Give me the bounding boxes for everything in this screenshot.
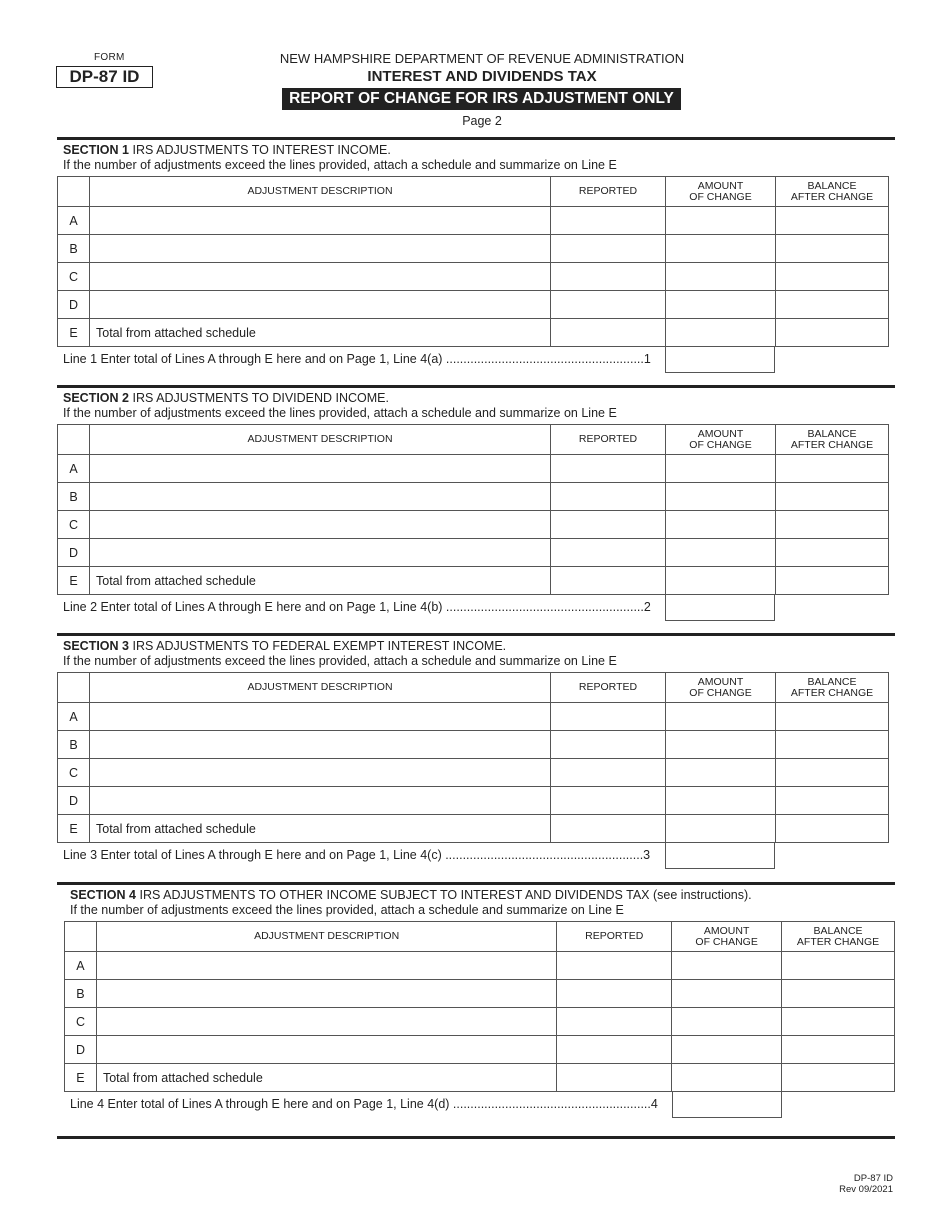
balance-header-line1: BALANCE <box>807 179 857 192</box>
reported-field[interactable] <box>551 539 666 567</box>
amount-change-field[interactable] <box>672 1064 782 1092</box>
adjustment-table <box>57 424 889 595</box>
balance-field[interactable] <box>782 1064 895 1092</box>
table-row <box>58 319 889 347</box>
table-row <box>58 235 889 263</box>
total-line <box>57 346 888 374</box>
amount-change-field[interactable] <box>666 511 776 539</box>
description-field[interactable] <box>90 511 551 539</box>
balance-field[interactable] <box>776 703 889 731</box>
total-amount-field[interactable] <box>665 594 775 621</box>
section-label: SECTION 2 <box>63 391 129 405</box>
footer-form-id: DP-87 ID <box>853 1173 893 1184</box>
balance-header-line2: AFTER CHANGE <box>790 438 874 451</box>
amount-change-field[interactable] <box>666 815 776 843</box>
total-line-text: Line 3 Enter total of Lines A through E here and on Page 1, Line 4(c) .........................................................3 <box>63 848 651 862</box>
balance-header-line1: BALANCE <box>807 427 857 440</box>
balance-header <box>776 177 889 207</box>
description-header: ADJUSTMENT DESCRIPTION <box>90 425 551 455</box>
reported-field[interactable] <box>557 1036 672 1064</box>
description-field[interactable] <box>90 539 551 567</box>
amount-change-field[interactable] <box>666 731 776 759</box>
reported-field[interactable] <box>551 235 666 263</box>
description-field[interactable]: Total from attached schedule <box>96 1064 556 1092</box>
section-rule <box>57 137 895 140</box>
table-row <box>65 1064 895 1092</box>
section-label: SECTION 1 <box>63 143 129 157</box>
table-row <box>65 952 895 980</box>
table-row <box>58 263 889 291</box>
description-field[interactable]: Total from attached schedule <box>90 567 551 595</box>
row-letter: A <box>65 952 97 980</box>
amount-change-header <box>672 922 782 952</box>
balance-header-line2: AFTER CHANGE <box>790 686 874 699</box>
table-row <box>65 980 895 1008</box>
table-row <box>58 815 889 843</box>
table-row <box>65 1008 895 1036</box>
letter-header <box>58 673 90 703</box>
balance-field[interactable] <box>776 787 889 815</box>
amount-change-header <box>666 425 776 455</box>
balance-field[interactable] <box>776 731 889 759</box>
balance-field[interactable] <box>776 759 889 787</box>
amount-header-line2: OF CHANGE <box>695 935 758 948</box>
total-line-text: Line 2 Enter total of Lines A through E here and on Page 1, Line 4(b) .........................................................2 <box>63 600 651 614</box>
total-amount-field[interactable] <box>672 1091 782 1118</box>
total-line-text: Line 4 Enter total of Lines A through E here and on Page 1, Line 4(d) .........................................................4 <box>70 1097 658 1111</box>
reported-field[interactable] <box>557 1064 672 1092</box>
reported-field[interactable] <box>557 1008 672 1036</box>
description-field[interactable] <box>90 263 551 291</box>
adjustment-table <box>57 672 889 843</box>
form-label: FORM <box>94 52 125 63</box>
table-row <box>58 759 889 787</box>
balance-header-line2: AFTER CHANGE <box>796 935 880 948</box>
description-field[interactable] <box>90 235 551 263</box>
row-letter: D <box>58 291 90 319</box>
section-title: IRS ADJUSTMENTS TO FEDERAL EXEMPT INTEREST INCOME. <box>132 639 507 653</box>
form-title: INTEREST AND DIVIDENDS TAX <box>367 68 597 85</box>
reported-field[interactable] <box>551 703 666 731</box>
amount-change-field[interactable] <box>666 319 776 347</box>
amount-change-header <box>666 177 776 207</box>
table-row <box>65 1036 895 1064</box>
table-row <box>58 455 889 483</box>
section-title: IRS ADJUSTMENTS TO OTHER INCOME SUBJECT TO INTEREST AND DIVIDENDS TAX (see instructions). <box>139 888 752 902</box>
adjustment-table <box>64 921 895 1092</box>
table-row <box>58 511 889 539</box>
amount-change-field[interactable] <box>672 1008 782 1036</box>
amount-header-line2: OF CHANGE <box>689 438 752 451</box>
section-title: IRS ADJUSTMENTS TO INTEREST INCOME. <box>132 143 391 157</box>
balance-header <box>782 922 895 952</box>
reported-field[interactable] <box>551 263 666 291</box>
balance-field[interactable] <box>776 567 889 595</box>
reported-field[interactable] <box>557 980 672 1008</box>
row-letter: B <box>58 235 90 263</box>
reported-field[interactable] <box>551 291 666 319</box>
total-line <box>57 594 888 622</box>
balance-header-line1: BALANCE <box>807 675 857 688</box>
reported-field[interactable] <box>551 787 666 815</box>
balance-header <box>776 673 889 703</box>
row-letter: E <box>58 815 90 843</box>
section-heading <box>63 143 617 173</box>
description-field[interactable] <box>90 291 551 319</box>
description-field[interactable] <box>96 1008 556 1036</box>
row-letter: A <box>58 455 90 483</box>
row-letter: A <box>58 703 90 731</box>
description-field[interactable] <box>90 759 551 787</box>
description-header: ADJUSTMENT DESCRIPTION <box>90 673 551 703</box>
amount-change-field[interactable] <box>672 952 782 980</box>
amount-change-field[interactable] <box>666 263 776 291</box>
reported-header: REPORTED <box>551 673 666 703</box>
balance-field[interactable] <box>776 235 889 263</box>
section-note: If the number of adjustments exceed the lines provided, attach a schedule and summarize on Line E <box>63 158 617 172</box>
reported-field[interactable] <box>551 759 666 787</box>
amount-change-header <box>666 673 776 703</box>
amount-change-field[interactable] <box>666 291 776 319</box>
form-id-box: DP-87 ID <box>56 66 153 88</box>
reported-field[interactable] <box>551 511 666 539</box>
balance-field[interactable] <box>776 291 889 319</box>
row-letter: A <box>58 207 90 235</box>
letter-header <box>65 922 97 952</box>
amount-change-field[interactable] <box>666 207 776 235</box>
section-note: If the number of adjustments exceed the lines provided, attach a schedule and summarize on Line E <box>63 654 617 668</box>
balance-field[interactable] <box>776 511 889 539</box>
amount-header-line2: OF CHANGE <box>689 686 752 699</box>
reported-header: REPORTED <box>551 425 666 455</box>
agency-name: NEW HAMPSHIRE DEPARTMENT OF REVENUE ADMINISTRATION <box>279 51 685 66</box>
row-letter: C <box>58 511 90 539</box>
row-letter: E <box>65 1064 97 1092</box>
total-amount-field[interactable] <box>665 842 775 869</box>
table-row <box>58 787 889 815</box>
row-letter: C <box>58 263 90 291</box>
amount-header-line1: AMOUNT <box>697 675 744 688</box>
description-field[interactable] <box>96 952 556 980</box>
letter-header <box>58 425 90 455</box>
amount-header-line1: AMOUNT <box>697 179 744 192</box>
balance-field[interactable] <box>776 263 889 291</box>
balance-field[interactable] <box>776 207 889 235</box>
section-heading <box>63 639 617 669</box>
description-field[interactable] <box>90 731 551 759</box>
row-letter: B <box>58 483 90 511</box>
adjustment-table <box>57 176 889 347</box>
amount-change-field[interactable] <box>666 539 776 567</box>
amount-change-field[interactable] <box>666 455 776 483</box>
reported-field[interactable] <box>551 207 666 235</box>
description-field[interactable] <box>90 703 551 731</box>
description-header: ADJUSTMENT DESCRIPTION <box>90 177 551 207</box>
table-row <box>58 703 889 731</box>
row-letter: C <box>65 1008 97 1036</box>
total-line <box>64 1091 895 1119</box>
reported-field[interactable] <box>551 319 666 347</box>
description-field[interactable] <box>90 455 551 483</box>
total-line-text: Line 1 Enter total of Lines A through E here and on Page 1, Line 4(a) .........................................................1 <box>63 352 651 366</box>
reported-field[interactable] <box>551 455 666 483</box>
footer-revision: Rev 09/2021 <box>839 1184 893 1195</box>
reported-field[interactable] <box>551 567 666 595</box>
description-field[interactable]: Total from attached schedule <box>90 319 551 347</box>
row-letter: B <box>65 980 97 1008</box>
section-label: SECTION 3 <box>63 639 129 653</box>
balance-header-line2: AFTER CHANGE <box>790 190 874 203</box>
table-row <box>58 207 889 235</box>
balance-field[interactable] <box>776 319 889 347</box>
amount-header-line1: AMOUNT <box>697 427 744 440</box>
reported-field[interactable] <box>551 815 666 843</box>
row-letter: C <box>58 759 90 787</box>
section-heading <box>63 391 617 421</box>
balance-header-line1: BALANCE <box>813 924 863 937</box>
reported-field[interactable] <box>551 483 666 511</box>
section-title: IRS ADJUSTMENTS TO DIVIDEND INCOME. <box>132 391 389 405</box>
section-rule <box>57 882 895 885</box>
amount-change-field[interactable] <box>672 1036 782 1064</box>
balance-field[interactable] <box>782 1008 895 1036</box>
description-field[interactable] <box>96 1036 556 1064</box>
amount-change-field[interactable] <box>666 787 776 815</box>
footer <box>839 1173 893 1195</box>
reported-field[interactable] <box>557 952 672 980</box>
balance-field[interactable] <box>776 815 889 843</box>
letter-header <box>58 177 90 207</box>
row-letter: D <box>65 1036 97 1064</box>
balance-field[interactable] <box>776 455 889 483</box>
section-rule <box>57 633 895 636</box>
section-note: If the number of adjustments exceed the lines provided, attach a schedule and summarize on Line E <box>70 903 624 917</box>
balance-header <box>776 425 889 455</box>
description-field[interactable] <box>90 787 551 815</box>
row-letter: B <box>58 731 90 759</box>
description-field[interactable] <box>90 483 551 511</box>
amount-change-field[interactable] <box>672 980 782 1008</box>
table-row <box>58 291 889 319</box>
balance-field[interactable] <box>782 980 895 1008</box>
amount-change-field[interactable] <box>666 567 776 595</box>
row-letter: D <box>58 539 90 567</box>
table-row <box>58 731 889 759</box>
reported-header: REPORTED <box>557 922 672 952</box>
reported-field[interactable] <box>551 731 666 759</box>
page-number: Page 2 <box>462 114 502 128</box>
total-line <box>57 842 888 870</box>
amount-change-field[interactable] <box>666 759 776 787</box>
row-letter: E <box>58 319 90 347</box>
table-row <box>58 539 889 567</box>
row-letter: E <box>58 567 90 595</box>
bottom-rule <box>57 1136 895 1139</box>
balance-field[interactable] <box>776 539 889 567</box>
description-header: ADJUSTMENT DESCRIPTION <box>96 922 556 952</box>
reported-header: REPORTED <box>551 177 666 207</box>
table-row <box>58 567 889 595</box>
form-banner: REPORT OF CHANGE FOR IRS ADJUSTMENT ONLY <box>282 88 681 110</box>
section-label: SECTION 4 <box>70 888 136 902</box>
amount-change-field[interactable] <box>666 703 776 731</box>
description-field[interactable]: Total from attached schedule <box>90 815 551 843</box>
balance-field[interactable] <box>776 483 889 511</box>
description-field[interactable] <box>90 207 551 235</box>
amount-change-field[interactable] <box>666 235 776 263</box>
balance-field[interactable] <box>782 1036 895 1064</box>
amount-change-field[interactable] <box>666 483 776 511</box>
description-field[interactable] <box>96 980 556 1008</box>
section-heading <box>70 888 752 918</box>
amount-header-line1: AMOUNT <box>703 924 750 937</box>
total-amount-field[interactable] <box>665 346 775 373</box>
balance-field[interactable] <box>782 952 895 980</box>
row-letter: D <box>58 787 90 815</box>
table-row <box>58 483 889 511</box>
section-note: If the number of adjustments exceed the lines provided, attach a schedule and summarize on Line E <box>63 406 617 420</box>
amount-header-line2: OF CHANGE <box>689 190 752 203</box>
section-rule <box>57 385 895 388</box>
